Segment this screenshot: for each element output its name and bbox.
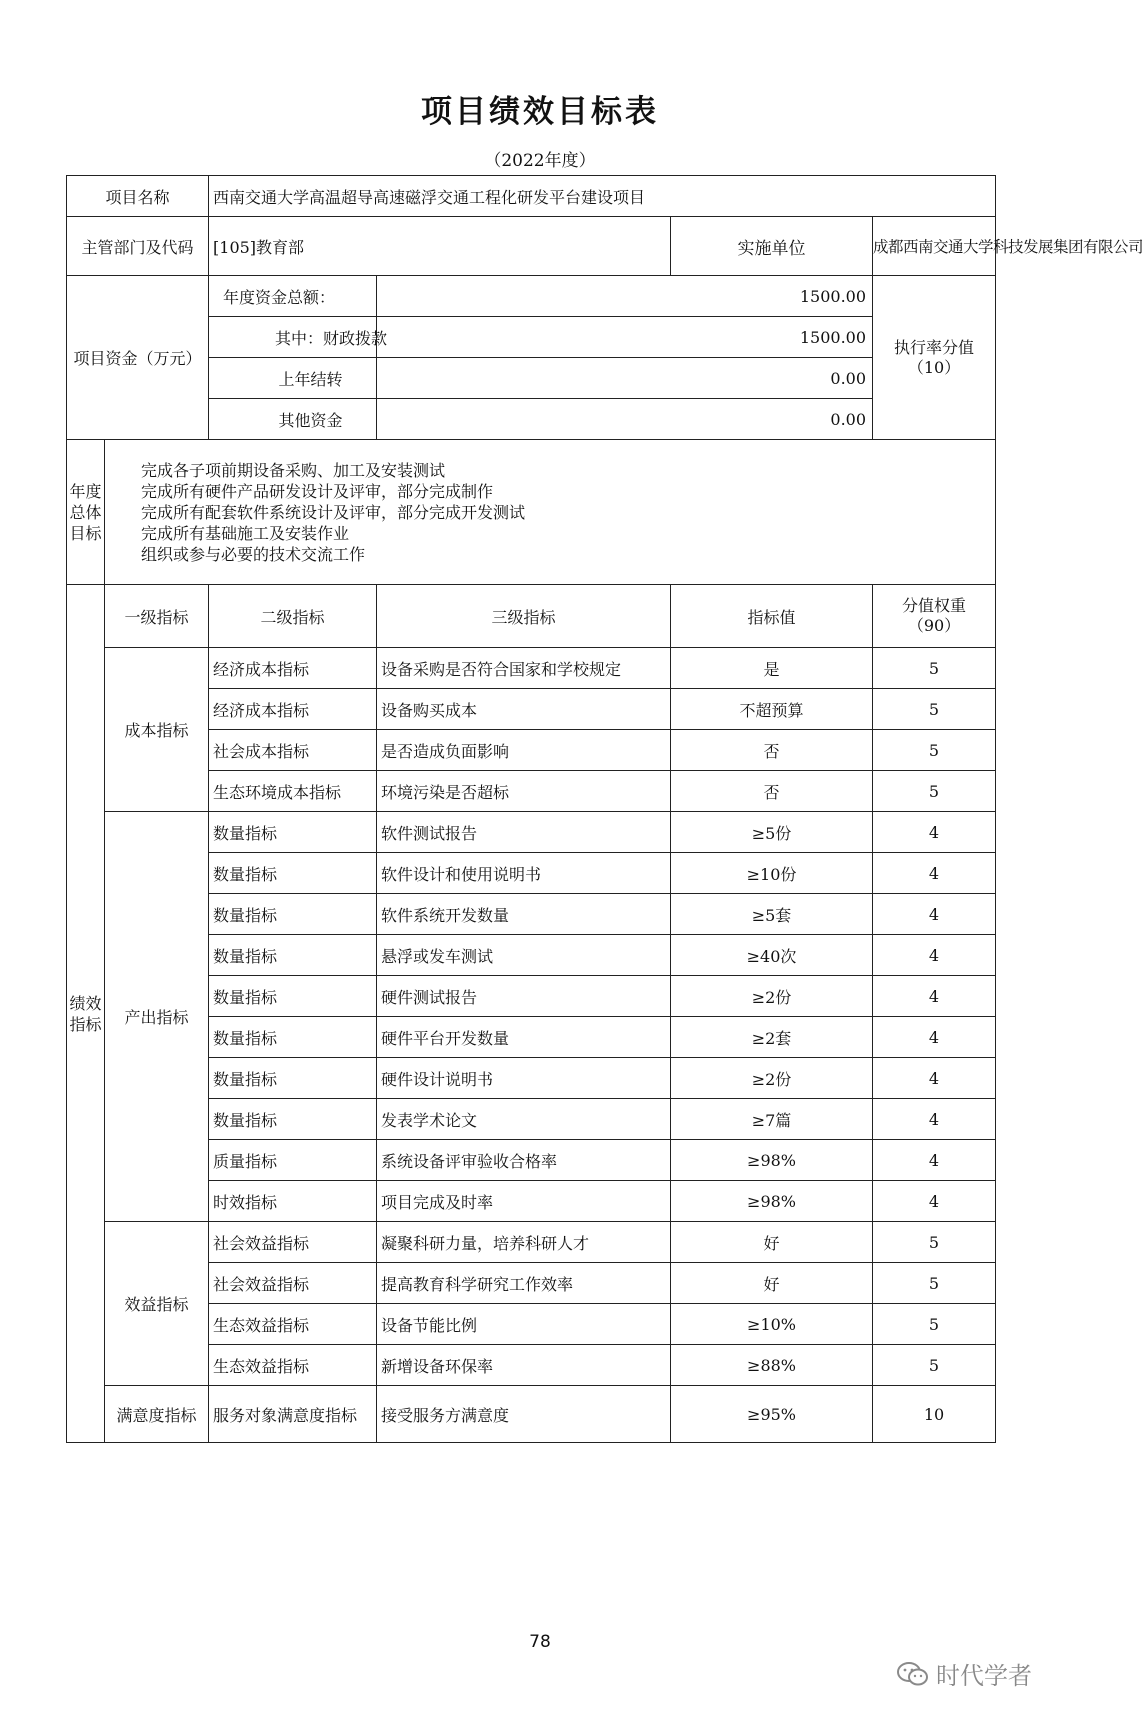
indicator-level3: 凝聚科研力量，培养科研人才 <box>377 1222 671 1263</box>
indicator-weight: 4 <box>873 976 996 1017</box>
indicator-row <box>67 648 996 689</box>
indicator-weight: 5 <box>873 730 996 771</box>
funds-other-value: 0.00 <box>377 399 873 440</box>
project-name-row <box>67 176 996 217</box>
indicator-group-name: 成本指标 <box>105 648 209 812</box>
indicator-row <box>67 1222 996 1263</box>
indicator-level2: 质量指标 <box>209 1140 377 1181</box>
indicator-level3: 发表学术论文 <box>377 1099 671 1140</box>
indicator-level2: 经济成本指标 <box>209 689 377 730</box>
indicator-value: ≥7篇 <box>671 1099 873 1140</box>
indicator-weight: 4 <box>873 1058 996 1099</box>
goal-line: 完成所有基础施工及安装作业 <box>141 523 350 543</box>
funds-fiscal-value: 1500.00 <box>377 317 873 358</box>
indicator-value: ≥5套 <box>671 894 873 935</box>
indicator-value: ≥2份 <box>671 1058 873 1099</box>
indicator-level2: 数量指标 <box>209 935 377 976</box>
execution-rate-value: （10） <box>907 357 961 377</box>
indicator-level2: 生态效益指标 <box>209 1345 377 1386</box>
annual-goal-text <box>105 440 996 585</box>
goal-line: 完成各子项前期设备采购、加工及安装测试 <box>141 460 446 480</box>
funds-carryover-value: 0.00 <box>377 358 873 399</box>
annual-goal-label: 年度总体目标 <box>67 440 105 585</box>
indicator-value: ≥88% <box>671 1345 873 1386</box>
indicator-header-row <box>67 585 996 648</box>
indicator-level2: 生态环境成本指标 <box>209 771 377 812</box>
indicator-level3: 设备购买成本 <box>377 689 671 730</box>
indicator-level2: 社会效益指标 <box>209 1263 377 1304</box>
indicator-level2: 服务对象满意度指标 <box>209 1386 377 1443</box>
indicator-level3: 接受服务方满意度 <box>377 1386 671 1443</box>
performance-indicator-label: 绩效指标 <box>67 585 105 1443</box>
indicator-level2: 数量指标 <box>209 853 377 894</box>
funds-row-1 <box>67 276 996 317</box>
header-value: 指标值 <box>671 585 873 648</box>
indicator-level2: 时效指标 <box>209 1181 377 1222</box>
project-name-value: 西南交通大学高温超导高速磁浮交通工程化研发平台建设项目 <box>209 176 996 217</box>
goal-line: 组织或参与必要的技术交流工作 <box>141 544 366 564</box>
header-weight-label: 分值权重 <box>902 596 967 615</box>
indicator-level2: 数量指标 <box>209 1017 377 1058</box>
indicator-weight: 5 <box>873 689 996 730</box>
indicator-weight: 5 <box>873 1222 996 1263</box>
indicator-level3: 软件测试报告 <box>377 812 671 853</box>
indicator-value: ≥95% <box>671 1386 873 1443</box>
watermark-text: 时代学者 <box>936 1662 1032 1690</box>
indicator-level3: 是否造成负面影响 <box>377 730 671 771</box>
indicator-level3: 硬件测试报告 <box>377 976 671 1017</box>
wechat-icon <box>896 1660 930 1688</box>
indicator-level2: 数量指标 <box>209 976 377 1017</box>
indicator-group-name: 产出指标 <box>105 812 209 1222</box>
header-weight <box>873 585 996 648</box>
indicator-level3: 设备采购是否符合国家和学校规定 <box>377 648 671 689</box>
execution-rate-label: 执行率分值 <box>894 337 975 357</box>
indicator-level3: 硬件设计说明书 <box>377 1058 671 1099</box>
indicator-weight: 5 <box>873 648 996 689</box>
indicator-row <box>67 812 996 853</box>
indicator-group-name: 满意度指标 <box>105 1386 209 1443</box>
indicator-weight: 4 <box>873 1099 996 1140</box>
indicator-level3: 项目完成及时率 <box>377 1181 671 1222</box>
indicator-weight: 5 <box>873 1304 996 1345</box>
indicator-value: ≥98% <box>671 1140 873 1181</box>
indicator-level3: 系统设备评审验收合格率 <box>377 1140 671 1181</box>
indicator-level3: 提高教育科学研究工作效率 <box>377 1263 671 1304</box>
indicator-weight: 5 <box>873 1263 996 1304</box>
indicator-weight: 4 <box>873 1181 996 1222</box>
indicator-weight: 5 <box>873 1345 996 1386</box>
indicator-weight: 4 <box>873 853 996 894</box>
indicator-level2: 社会成本指标 <box>209 730 377 771</box>
indicator-value: ≥2套 <box>671 1017 873 1058</box>
watermark <box>896 1656 1032 1691</box>
annual-goal-row <box>67 440 996 585</box>
indicator-value: ≥10% <box>671 1304 873 1345</box>
department-label: 主管部门及代码 <box>67 217 209 276</box>
header-level3: 三级指标 <box>377 585 671 648</box>
indicator-group-name: 效益指标 <box>105 1222 209 1386</box>
execution-rate-cell <box>873 276 996 440</box>
indicator-level3: 软件系统开发数量 <box>377 894 671 935</box>
funds-other-label: 其他资金 <box>209 399 377 440</box>
page-title: 项目绩效目标表 <box>421 94 659 130</box>
indicator-weight: 4 <box>873 894 996 935</box>
funds-total-label: 年度资金总额： <box>209 276 377 317</box>
indicator-value: 不超预算 <box>671 689 873 730</box>
indicator-level2: 数量指标 <box>209 894 377 935</box>
indicator-level3: 软件设计和使用说明书 <box>377 853 671 894</box>
indicator-value: 否 <box>671 771 873 812</box>
funds-carryover-label: 上年结转 <box>209 358 377 399</box>
header-weight-total: （90） <box>907 616 961 635</box>
funds-total-value: 1500.00 <box>377 276 873 317</box>
indicator-value: ≥2份 <box>671 976 873 1017</box>
indicator-level3: 悬浮或发车测试 <box>377 935 671 976</box>
indicator-level3: 设备节能比例 <box>377 1304 671 1345</box>
fiscal-year: （2022年度） <box>484 151 596 171</box>
implementing-unit-label: 实施单位 <box>671 217 873 276</box>
project-name-label: 项目名称 <box>67 176 209 217</box>
department-value: [105]教育部 <box>209 217 671 276</box>
indicator-value: 好 <box>671 1263 873 1304</box>
indicator-value: ≥10份 <box>671 853 873 894</box>
indicator-weight: 4 <box>873 812 996 853</box>
indicator-value: 否 <box>671 730 873 771</box>
indicator-value: ≥98% <box>671 1181 873 1222</box>
indicator-value: ≥5份 <box>671 812 873 853</box>
indicator-value: 好 <box>671 1222 873 1263</box>
goal-line: 完成所有硬件产品研发设计及评审，部分完成制作 <box>141 481 494 501</box>
indicator-level2: 社会效益指标 <box>209 1222 377 1263</box>
indicator-level2: 生态效益指标 <box>209 1304 377 1345</box>
indicator-value: 是 <box>671 648 873 689</box>
goal-line: 完成所有配套软件系统设计及评审，部分完成开发测试 <box>141 502 526 522</box>
indicator-level3: 环境污染是否超标 <box>377 771 671 812</box>
indicator-level3: 新增设备环保率 <box>377 1345 671 1386</box>
funds-fiscal-label: 其中：财政拨款 <box>209 317 377 358</box>
indicator-weight: 4 <box>873 1140 996 1181</box>
funds-label: 项目资金（万元） <box>67 276 209 440</box>
indicator-level2: 经济成本指标 <box>209 648 377 689</box>
page-number: 78 <box>529 1632 551 1652</box>
indicator-level3: 硬件平台开发数量 <box>377 1017 671 1058</box>
implementing-unit-value: 成都西南交通大学科技发展集团有限公司 <box>873 217 996 276</box>
indicator-weight: 4 <box>873 935 996 976</box>
header-level2: 二级指标 <box>209 585 377 648</box>
indicator-weight: 10 <box>873 1386 996 1443</box>
indicator-level2: 数量指标 <box>209 1058 377 1099</box>
indicator-row <box>67 1386 996 1443</box>
indicator-weight: 5 <box>873 771 996 812</box>
indicator-value: ≥40次 <box>671 935 873 976</box>
indicator-weight: 4 <box>873 1017 996 1058</box>
department-row <box>67 217 996 276</box>
indicator-level2: 数量指标 <box>209 812 377 853</box>
header-level1: 一级指标 <box>105 585 209 648</box>
indicator-level2: 数量指标 <box>209 1099 377 1140</box>
performance-goal-table <box>66 175 1143 1443</box>
